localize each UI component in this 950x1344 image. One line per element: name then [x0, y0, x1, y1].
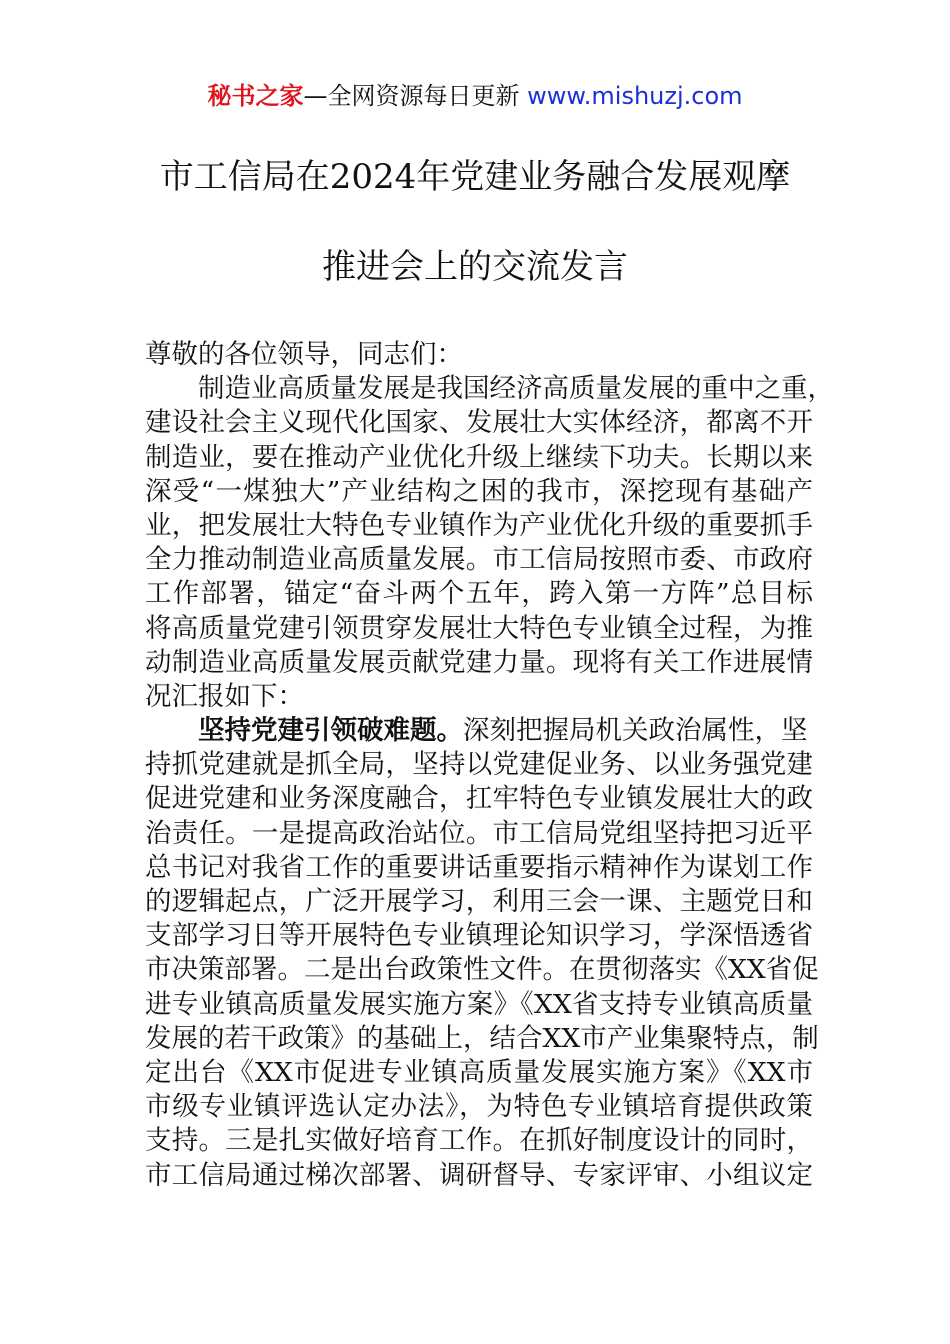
para1-line: 制造业高质量发展是我国经济高质量发展的重中之重， — [198, 373, 834, 405]
para2-line: 的逻辑起点，广泛开展学习，利用三会一课、主题党日和 — [145, 886, 813, 917]
para1-line: 深受“一煤独大”产业结构之困的我市，深挖现有基础产 — [145, 475, 813, 507]
para2-line: 市级专业镇评选认定办法》，为特色专业镇培育提供政策 — [145, 1091, 813, 1123]
para1-line: 工作部署，锚定“奋斗两个五年，跨入第一方阵”总目标 — [145, 578, 813, 610]
para2-line: 市决策部署。二是出台政策性文件。在贯彻落实《XX省促 — [145, 954, 819, 986]
para2-line: 总书记对我省工作的重要讲话重要指示精神作为谋划工作 — [145, 851, 813, 883]
para1-line: 况汇报如下： — [145, 680, 304, 712]
salutation: 尊敬的各位领导，同志们： — [145, 339, 463, 370]
section-heading: 坚持党建引领破难题。 — [198, 715, 463, 747]
para2-line: 持抓党建就是抓全局，坚持以党建促业务、以业务强党建 — [145, 749, 813, 781]
para2-line: 促进党建和业务深度融合，扛牢特色专业镇发展壮大的政 — [145, 783, 813, 815]
para2-first-line-text: 深刻把握局机关政治属性，坚 — [463, 715, 808, 747]
para1-line: 全力推动制造业高质量发展。市工信局按照市委、市政府 — [145, 544, 813, 576]
para1-line: 制造业，要在推动产业优化升级上继续下功夫。长期以来 — [145, 441, 813, 473]
banner-tagline: —全网资源每日更新 — [303, 82, 520, 110]
para2-line: 支部学习日等开展特色专业镇理论知识学习，学深悟透省 — [145, 920, 813, 952]
document-title-line-2: 推进会上的交流发言 — [322, 247, 628, 287]
document-body — [145, 338, 834, 1193]
para1-line: 动制造业高质量发展贡献党建力量。现将有关工作进展情 — [145, 646, 813, 678]
para2-first-line — [145, 714, 813, 748]
para1-line: 业，把发展壮大特色专业镇作为产业优化升级的重要抓手 — [145, 509, 813, 541]
document-title-line-1: 市工信局在2024年党建业务融合发展观摩 — [159, 157, 791, 197]
para2-line: 治责任。一是提高政治站位。市工信局党组坚持把习近平 — [145, 817, 813, 849]
header-banner — [0, 80, 950, 112]
para1-line: 建设社会主义现代化国家、发展壮大实体经济，都离不开 — [145, 407, 813, 439]
para2-line: 进专业镇高质量发展实施方案》《XX省支持专业镇高质量 — [145, 988, 813, 1020]
para2-line: 支持。三是扎实做好培育工作。在抓好制度设计的同时， — [145, 1125, 813, 1157]
banner-brand: 秘书之家 — [207, 82, 304, 110]
para2-line: 定出台《XX市促进专业镇高质量发展实施方案》《XX市 — [145, 1056, 813, 1088]
para2-line: 市工信局通过梯次部署、调研督导、专家评审、小组议定 — [145, 1159, 813, 1191]
banner-site-url[interactable]: www.mishuzj.com — [527, 82, 743, 110]
para2-line: 发展的若干政策》的基础上，结合XX市产业集聚特点，制 — [145, 1022, 819, 1054]
para1-line: 将高质量党建引领贯穿发展壮大特色专业镇全过程，为推 — [145, 612, 813, 644]
